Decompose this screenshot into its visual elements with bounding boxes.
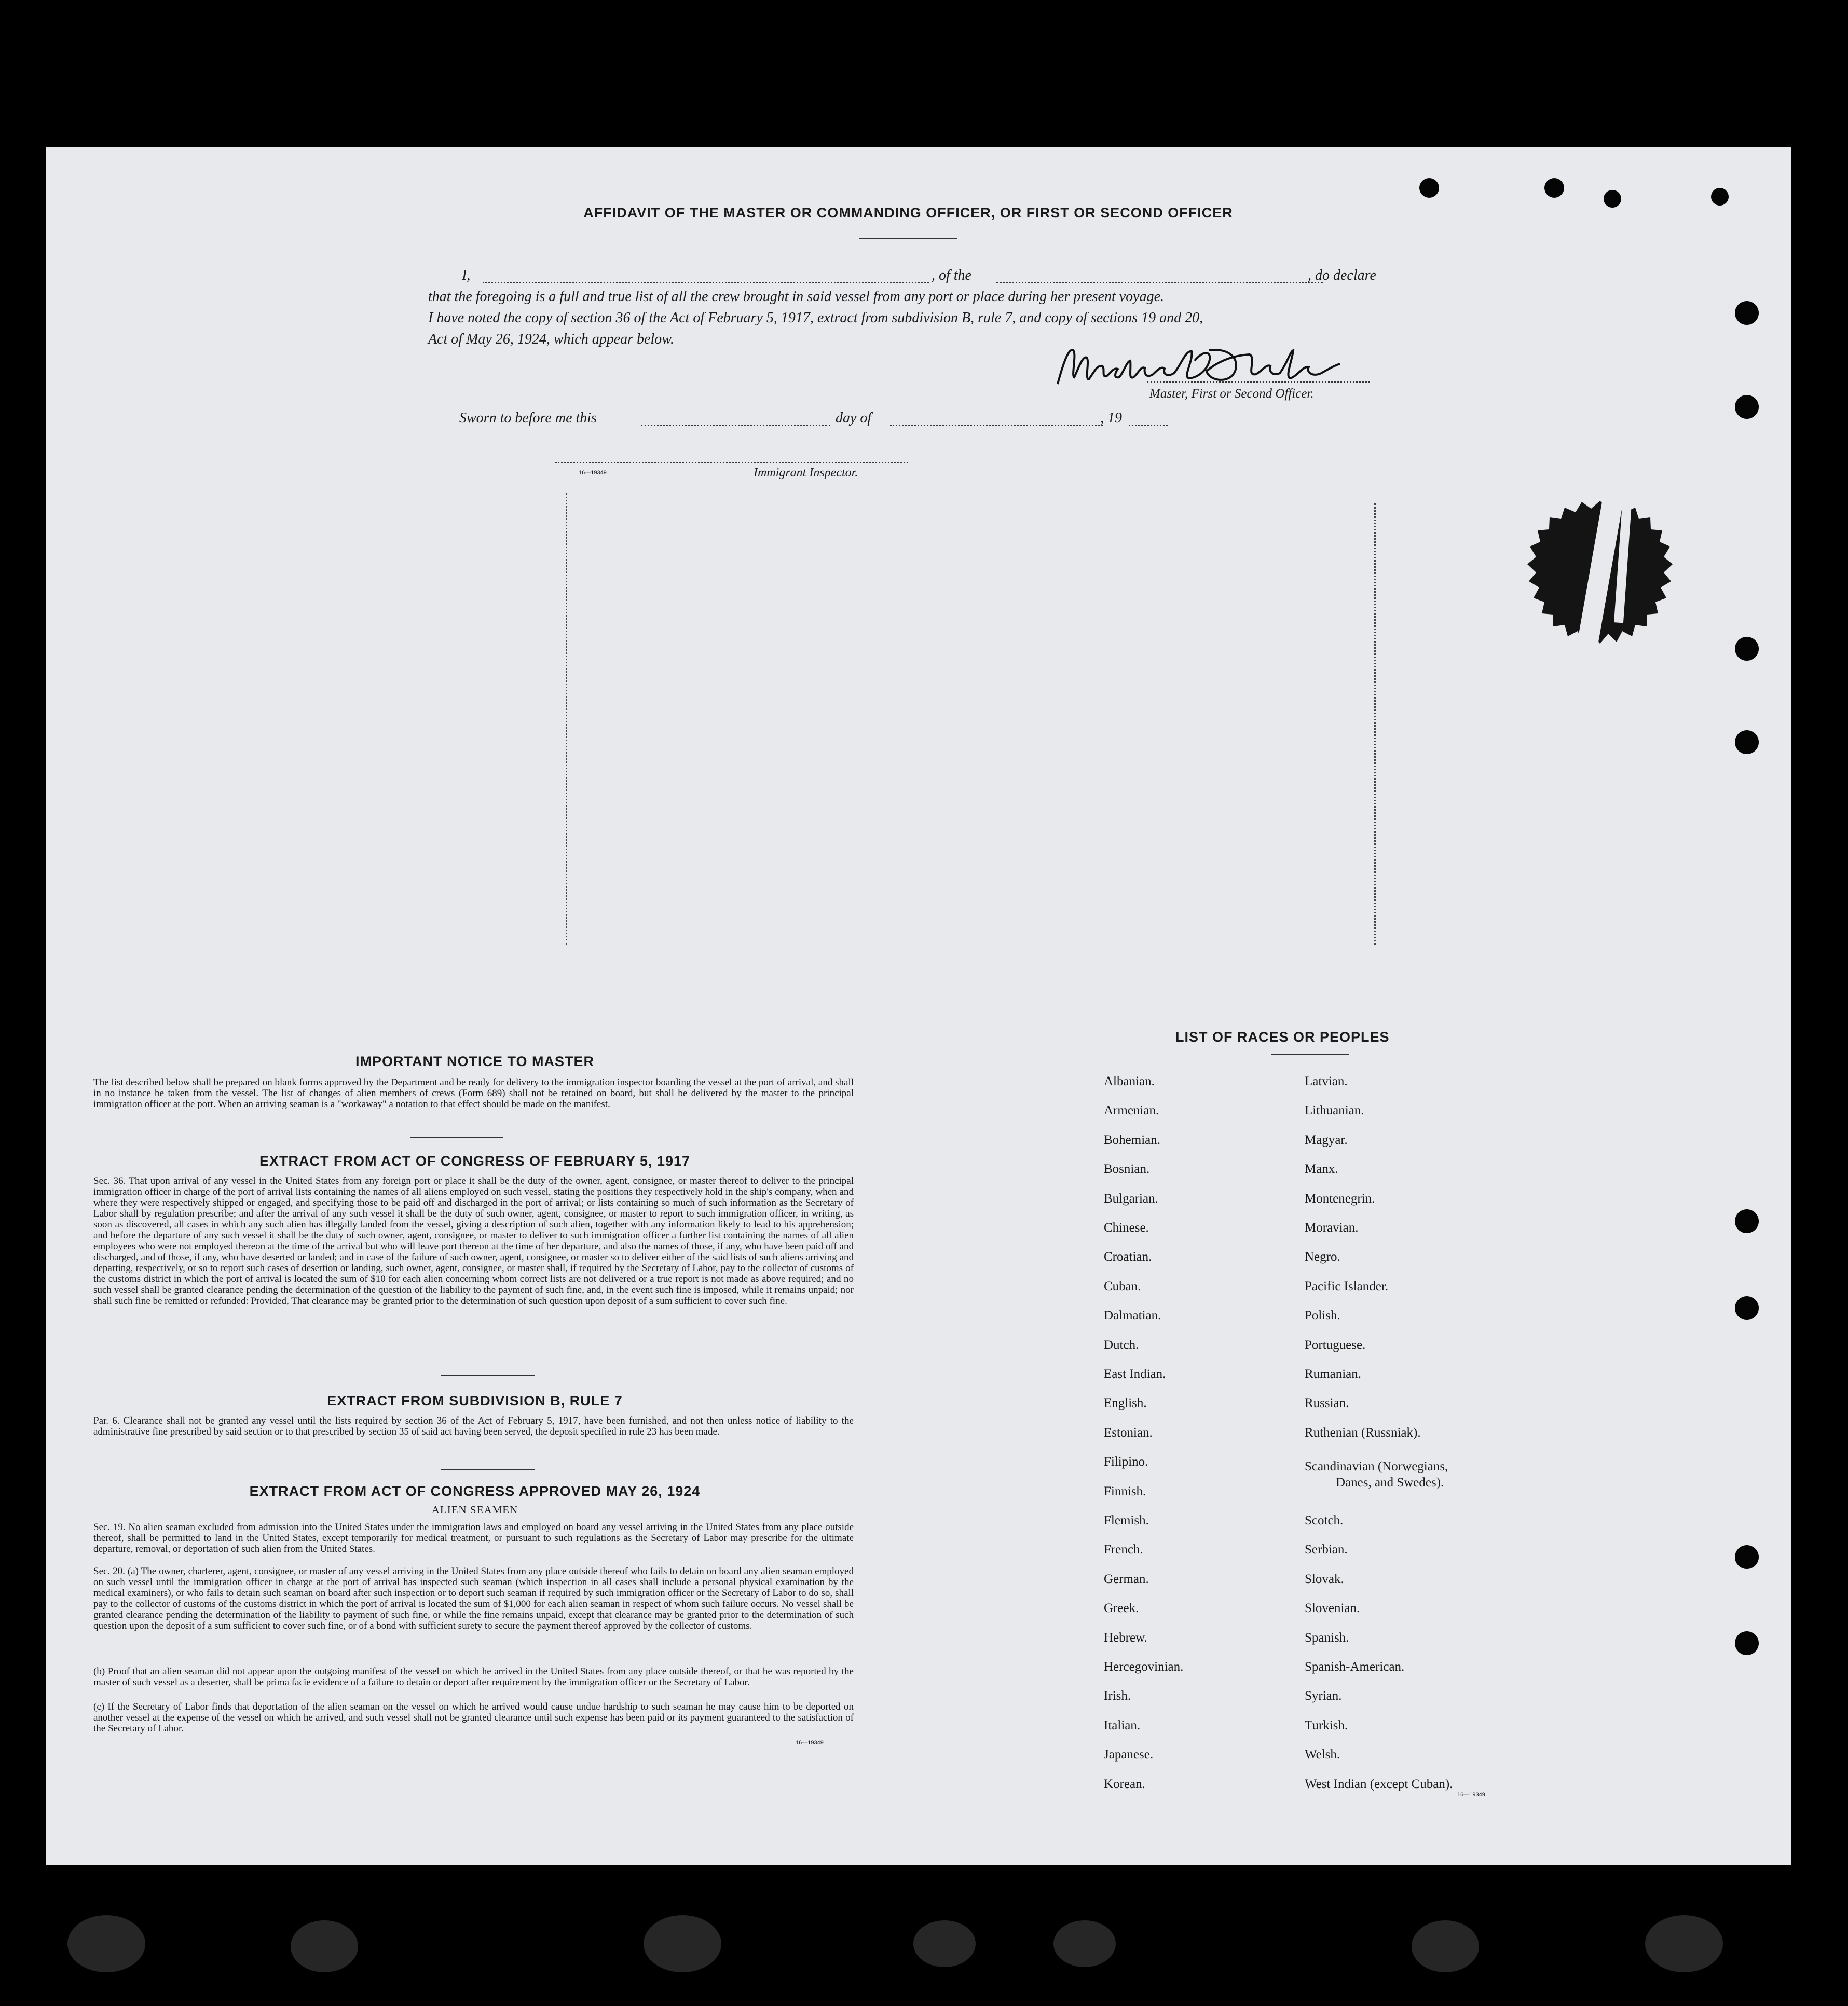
race-item: Bulgarian. bbox=[1104, 1192, 1158, 1206]
race-item: Armenian. bbox=[1104, 1103, 1159, 1117]
affidavit-declare: , do declare bbox=[1308, 267, 1376, 283]
race-item: Slovenian. bbox=[1305, 1601, 1360, 1615]
punch-hole bbox=[1735, 1209, 1759, 1233]
race-item: Moravian. bbox=[1305, 1221, 1359, 1235]
race-item: Polish. bbox=[1305, 1308, 1340, 1322]
race-item: Ruthenian (Russniak). bbox=[1305, 1426, 1421, 1440]
affidavit-line3: I have noted the copy of section 36 of the Act of February 5, 1917, extract from subdivision B, rule 7, and copy of sections 19 and 20, bbox=[428, 310, 1203, 326]
sworn-line bbox=[459, 410, 1196, 429]
scan-artifact bbox=[1412, 1920, 1479, 1972]
extract-1917-title: EXTRACT FROM ACT OF CONGRESS OF FEBRUARY 5, 1917 bbox=[259, 1153, 691, 1169]
race-item: Filipino. bbox=[1104, 1455, 1148, 1469]
extract-1917-body: Sec. 36. That upon arrival of any vessel in the United States from any foreign port or place it shall be the duty of the owner, agent, consignee, or master thereof to deliver to the principal immigration officer in charge of the port of arrival lists containing the names of all aliens employed on such vessel, stating the positions they respectively hold in the ship's company, when and where they were respectively shipped or engaged, and specifying those to be paid off and discharged in the port of arrival; or lists containing so much of such information as the Secretary of Labor shall by regulation prescribe; and after the arrival of any such vessel it shall be the duty of such owner, agent, consignee, or master to report to such immigration officer, in writing, as soon as discovered, all cases in which any such alien has illegally landed from the vessel, giving a description of such alien, together with any information likely to lead to his apprehension; and before the departure of any such vessel it shall be the duty of such owner, agent, consignee, or master to deliver to such immigration officer a further list containing the names of all alien employees who were not employed thereon at the time of the arrival but who will leave port thereon at the time of her departure, and also the names of those, if any, who have been paid off and discharged, and of those, if any, who have deserted or landed; and in case of the failure of such owner, agent, consignee, or master so to deliver either of the said lists of such aliens arriving and departing, respectively, or so to report such cases of desertion or landing, such owner, agent, consignee, or master shall, if required by the Secretary of Labor, pay to the collector of customs of the customs district in which the port of arrival is located the sum of $10 for each alien concerning whom correct lists are not delivered or a true report is not made as above required; and no such vessel shall be granted clearance pending the determination of the question of the liability to the payment of such fine, and, in the event such fine is imposed, while it remains unpaid; nor shall such fine be remitted or refunded: Provided, That clearance may be granted prior to the determination of such question upon deposit of a sum sufficient to cover such fine. bbox=[93, 1176, 854, 1306]
punch-hole bbox=[1604, 190, 1621, 208]
punch-hole bbox=[1419, 178, 1439, 198]
punch-hole bbox=[1711, 188, 1729, 206]
race-item: Hercegovinian. bbox=[1104, 1660, 1184, 1674]
race-item: Cuban. bbox=[1104, 1279, 1141, 1293]
punch-hole bbox=[1735, 637, 1759, 661]
inspector-signature-line[interactable] bbox=[555, 462, 908, 463]
race-item: Russian. bbox=[1305, 1396, 1349, 1410]
race-item: Chinese. bbox=[1104, 1221, 1149, 1235]
race-item: Italian. bbox=[1104, 1718, 1141, 1732]
extract-1924-sec20c: (c) If the Secretary of Labor finds that deportation of the alien seaman on the vessel on which he arrived would cause undue hardship to such seaman he may cause him to be deported on another vessel at the expense of the vessel on which he arrived, and such vessel shall not be granted clearance until such expense has been paid or its payment guaranteed to the satisfaction of the Secretary of Labor. bbox=[93, 1701, 854, 1734]
column-guide bbox=[1374, 503, 1376, 945]
affidavit-title: AFFIDAVIT OF THE MASTER OR COMMANDING OFFICER, OR FIRST OR SECOND OFFICER bbox=[583, 205, 1233, 221]
race-item: Dalmatian. bbox=[1104, 1308, 1161, 1322]
race-item: Japanese. bbox=[1104, 1748, 1154, 1762]
inspector-caption: Immigrant Inspector. bbox=[754, 466, 858, 480]
signature-caption: Master, First or Second Officer. bbox=[1149, 387, 1314, 401]
form-number: 16—19349 bbox=[579, 470, 607, 476]
race-item: Negro. bbox=[1305, 1250, 1340, 1264]
sworn-prefix: Sworn to before me this bbox=[459, 410, 597, 426]
race-item: Magyar. bbox=[1305, 1133, 1348, 1147]
scan-artifact bbox=[291, 1920, 358, 1972]
race-item: Bohemian. bbox=[1104, 1133, 1161, 1147]
extract-1924-title: EXTRACT FROM ACT OF CONGRESS APPROVED MAY 26, 1924 bbox=[249, 1483, 701, 1499]
affidavit-line1 bbox=[462, 267, 1391, 286]
title-divider bbox=[859, 238, 957, 239]
race-item: Scotch. bbox=[1305, 1513, 1344, 1527]
column-guide bbox=[566, 493, 567, 945]
scan-artifact bbox=[1053, 1920, 1116, 1967]
title-divider bbox=[1271, 1054, 1349, 1055]
race-item: Syrian. bbox=[1305, 1689, 1342, 1703]
sworn-year: , 19 bbox=[1100, 410, 1122, 426]
vessel-field[interactable] bbox=[996, 282, 1323, 283]
extract-1924-sec20b: (b) Proof that an alien seaman did not appear upon the outgoing manifest of the vessel on which he arrived in the United States from any place outside thereof, or that he was reported by the master of such vessel as a deserter, shall be prima facie evidence of a failure to detain or deport after requirement by the immigration officer or the Secretary of Labor. bbox=[93, 1666, 854, 1688]
affidavit-line4: Act of May 26, 1924, which appear below. bbox=[428, 331, 674, 347]
race-item: Serbian. bbox=[1305, 1543, 1348, 1557]
notice-body: The list described below shall be prepared on blank forms approved by the Department and be ready for delivery to the immigration inspector boarding the vessel at the port of arrival, and shall in no instance be taken from the vessel. The list of changes of alien members of crews (Form 689) shall not be retained on board, but shall be delivered by the master to the principal immigration officer at the port. When an arriving seaman is a "workaway" a notation to that effect should be made on the manifest. bbox=[93, 1077, 854, 1110]
race-item: Spanish-American. bbox=[1305, 1660, 1405, 1674]
extract-1924-sec20a: Sec. 20. (a) The owner, charterer, agent, consignee, or master of any vessel arriving in the United States from any place outside thereof who fails to detain on board any alien seaman employed on such vessel until the immigration officer in charge at the port of arrival has inspected such seaman (which inspection in all cases shall include a personal physical examination by the medical examiners), or who fails to detain such seaman on board after such inspection or to deport such seaman if required by such immigration officer or the Secretary of Labor to do so, shall pay to the collector of customs of the customs district in which the port of arrival is located the sum of $1,000 for each alien seaman in respect of whom such failure occurs. No vessel shall be granted clearance pending the determination of the liability to payment of such fine, or while the fine remains unpaid, except that clearance may be granted prior to the determination of such question upon the deposit of a sum sufficient to cover such fine, or of a bond with sufficient surety to secure the payment thereof approved by the collector of customs. bbox=[93, 1566, 854, 1631]
race-item: Latvian. bbox=[1305, 1074, 1348, 1088]
race-item: English. bbox=[1104, 1396, 1147, 1410]
race-item: Croatian. bbox=[1104, 1250, 1152, 1264]
punch-hole bbox=[1735, 301, 1759, 325]
race-item: Hebrew. bbox=[1104, 1631, 1147, 1645]
race-item: Lithuanian. bbox=[1305, 1103, 1364, 1117]
name-field[interactable] bbox=[483, 282, 929, 283]
extract-1924-subtitle: ALIEN SEAMEN bbox=[431, 1504, 518, 1516]
extract-1924-sec19: Sec. 19. No alien seaman excluded from admission into the United States under the immigration laws and employed on board any vessel arriving in the United States from any place outside thereof, shall be permitted to land in the United States, except temporarily for medical treatment, or pursuant to such regulations as the Secretary of Labor may prescribe for the ultimate departure, removal, or deportation of such alien from the United States. bbox=[93, 1522, 854, 1554]
race-item: Manx. bbox=[1305, 1162, 1338, 1176]
form-number: 16—19349 bbox=[1457, 1792, 1485, 1798]
race-item: Dutch. bbox=[1104, 1338, 1139, 1352]
race-item: Welsh. bbox=[1305, 1748, 1340, 1762]
sworn-day: day of bbox=[836, 410, 872, 426]
race-item: Turkish. bbox=[1305, 1718, 1348, 1732]
races-title: LIST OF RACES OR PEOPLES bbox=[1175, 1029, 1390, 1045]
race-item: Montenegrin. bbox=[1305, 1192, 1375, 1206]
race-item: Irish. bbox=[1104, 1689, 1131, 1703]
race-item: Scandinavian (Norwegians, bbox=[1305, 1459, 1448, 1473]
extract-rule7-body: Par. 6. Clearance shall not be granted any vessel until the lists required by section 36 of the Act of February 5, 1917, have been furnished, and not then unless notice of liability to the administrative fine prescribed by said section or to that prescribed by section 35 of said act having been served, the deposit specified in rule 23 has been made. bbox=[93, 1415, 854, 1437]
punch-hole bbox=[1735, 730, 1759, 754]
punch-hole bbox=[1544, 178, 1564, 198]
affidavit-of-the: , of the bbox=[932, 267, 971, 283]
scan-artifact bbox=[644, 1915, 721, 1972]
race-item: Spanish. bbox=[1305, 1631, 1349, 1645]
scan-artifact bbox=[913, 1920, 976, 1967]
affidavit-line2: that the foregoing is a full and true list of all the crew brought in said vessel from any port or place during her present voyage. bbox=[428, 289, 1165, 305]
section-divider bbox=[410, 1137, 503, 1138]
notary-seal-icon bbox=[1488, 472, 1712, 675]
race-item: Estonian. bbox=[1104, 1426, 1153, 1440]
affidavit-i: I, bbox=[462, 267, 471, 283]
race-item: Korean. bbox=[1104, 1777, 1145, 1791]
punch-hole bbox=[1735, 1545, 1759, 1569]
notice-title: IMPORTANT NOTICE TO MASTER bbox=[355, 1054, 594, 1069]
scan-artifact bbox=[1645, 1915, 1723, 1972]
race-item: Greek. bbox=[1104, 1601, 1139, 1615]
race-item: Pacific Islander. bbox=[1305, 1279, 1389, 1293]
scan-artifact bbox=[67, 1915, 145, 1972]
punch-hole bbox=[1735, 395, 1759, 419]
race-item: Slovak. bbox=[1305, 1572, 1344, 1586]
race-item: Finnish. bbox=[1104, 1484, 1146, 1498]
race-item: Portuguese. bbox=[1305, 1338, 1366, 1352]
race-item: Flemish. bbox=[1104, 1513, 1149, 1527]
punch-hole bbox=[1735, 1631, 1759, 1655]
extract-rule7-title: EXTRACT FROM SUBDIVISION B, RULE 7 bbox=[327, 1393, 623, 1409]
punch-hole bbox=[1735, 1296, 1759, 1320]
race-item: German. bbox=[1104, 1572, 1149, 1586]
race-item: French. bbox=[1104, 1543, 1143, 1557]
sworn-day-field[interactable] bbox=[641, 425, 830, 426]
race-item: Rumanian. bbox=[1305, 1367, 1362, 1381]
sworn-year-field[interactable] bbox=[1129, 425, 1168, 426]
race-item: West Indian (except Cuban). bbox=[1305, 1777, 1453, 1791]
race-item: Bosnian. bbox=[1104, 1162, 1150, 1176]
signature-line[interactable] bbox=[1147, 381, 1370, 383]
section-divider bbox=[441, 1375, 535, 1376]
race-item: East Indian. bbox=[1104, 1367, 1166, 1381]
race-item: Albanian. bbox=[1104, 1074, 1155, 1088]
race-item: Danes, and Swedes). bbox=[1336, 1476, 1444, 1490]
form-number: 16—19349 bbox=[796, 1740, 824, 1746]
sworn-month-field[interactable] bbox=[890, 425, 1103, 426]
section-divider bbox=[441, 1469, 535, 1470]
